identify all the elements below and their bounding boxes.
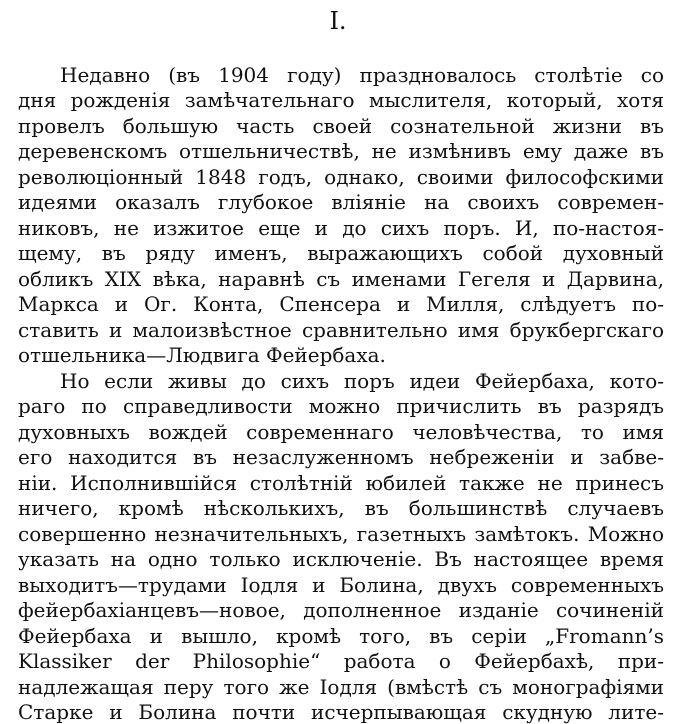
text-line: надлежащая перу того же Іодля (вмѣстѣ съ монографіями — [18, 674, 664, 699]
text-line: совершенно незначительныхъ, газетныхъ замѣтокъ. Можно — [18, 521, 664, 546]
text-line: Фейербаха и вышло, кромѣ того, въ серіи „Fromann’s — [18, 623, 664, 648]
text-line: щему, въ ряду именъ, выражающихъ собой духовный — [18, 241, 664, 266]
text-line: Старке и Болина почти исчерпывающая скудную лите- — [18, 700, 664, 724]
chapter-heading: I. — [329, 7, 347, 35]
text-line: Но если живы до сихъ поръ идеи Фейербаха, кото- — [60, 368, 664, 393]
text-line: обликъ XIX вѣка, наравнѣ съ именами Гегеля и Дарвина, — [18, 266, 664, 291]
text-line: Маркса и Ог. Конта, Спенсера и Милля, слѣдуетъ по- — [18, 292, 664, 317]
text-line: дня рожденія замѣчательнаго мыслителя, который, хотя — [18, 88, 664, 113]
text-line: Klassiker der Philosophie“ работа о Фейербахѣ, при- — [18, 649, 664, 674]
text-line: раго по справедливости можно причислить въ разрядъ — [18, 394, 664, 419]
text-line: указать на одно только исключеніе. Въ настоящее время — [18, 547, 664, 572]
text-line: провелъ большую часть своей сознательной жизни въ — [18, 113, 664, 138]
text-line: деревенскомъ отшельничествѣ, не измѣнивъ ему даже въ — [18, 139, 664, 164]
text-line: фейербахіанцевъ—новое, дополненное изданіе сочиненій — [18, 598, 664, 623]
text-line: никовъ, не изжитое еще и до сихъ поръ. И, по-настоя- — [18, 215, 664, 240]
text-line: ничего, кромѣ нѣсколькихъ, въ большинствѣ случаевъ — [18, 496, 664, 521]
text-line: ставить и малоизвѣстное сравнительно имя брукбергскаго — [18, 317, 664, 342]
text-line: Недавно (въ 1904 году) праздновалось столѣтіе со — [60, 63, 664, 87]
text-line: выходитъ—трудами Іодля и Болина, двухъ современныхъ — [18, 572, 664, 597]
text-line: революціонный 1848 годъ, однако, своими философскими — [18, 164, 664, 189]
text-line: его находится въ незаслуженномъ небреженіи и забве- — [18, 445, 664, 470]
text-line: идеями оказалъ глубокое вліяніе на своихъ современ- — [18, 190, 664, 215]
text-line: отшельника—Людвига Фейербаха. — [18, 343, 386, 368]
text-line: духовныхъ вождей современнаго человѣчества, то имя — [18, 419, 664, 444]
text-line: ніи. Исполнившійся столѣтній юбилей также не принесъ — [18, 470, 664, 495]
